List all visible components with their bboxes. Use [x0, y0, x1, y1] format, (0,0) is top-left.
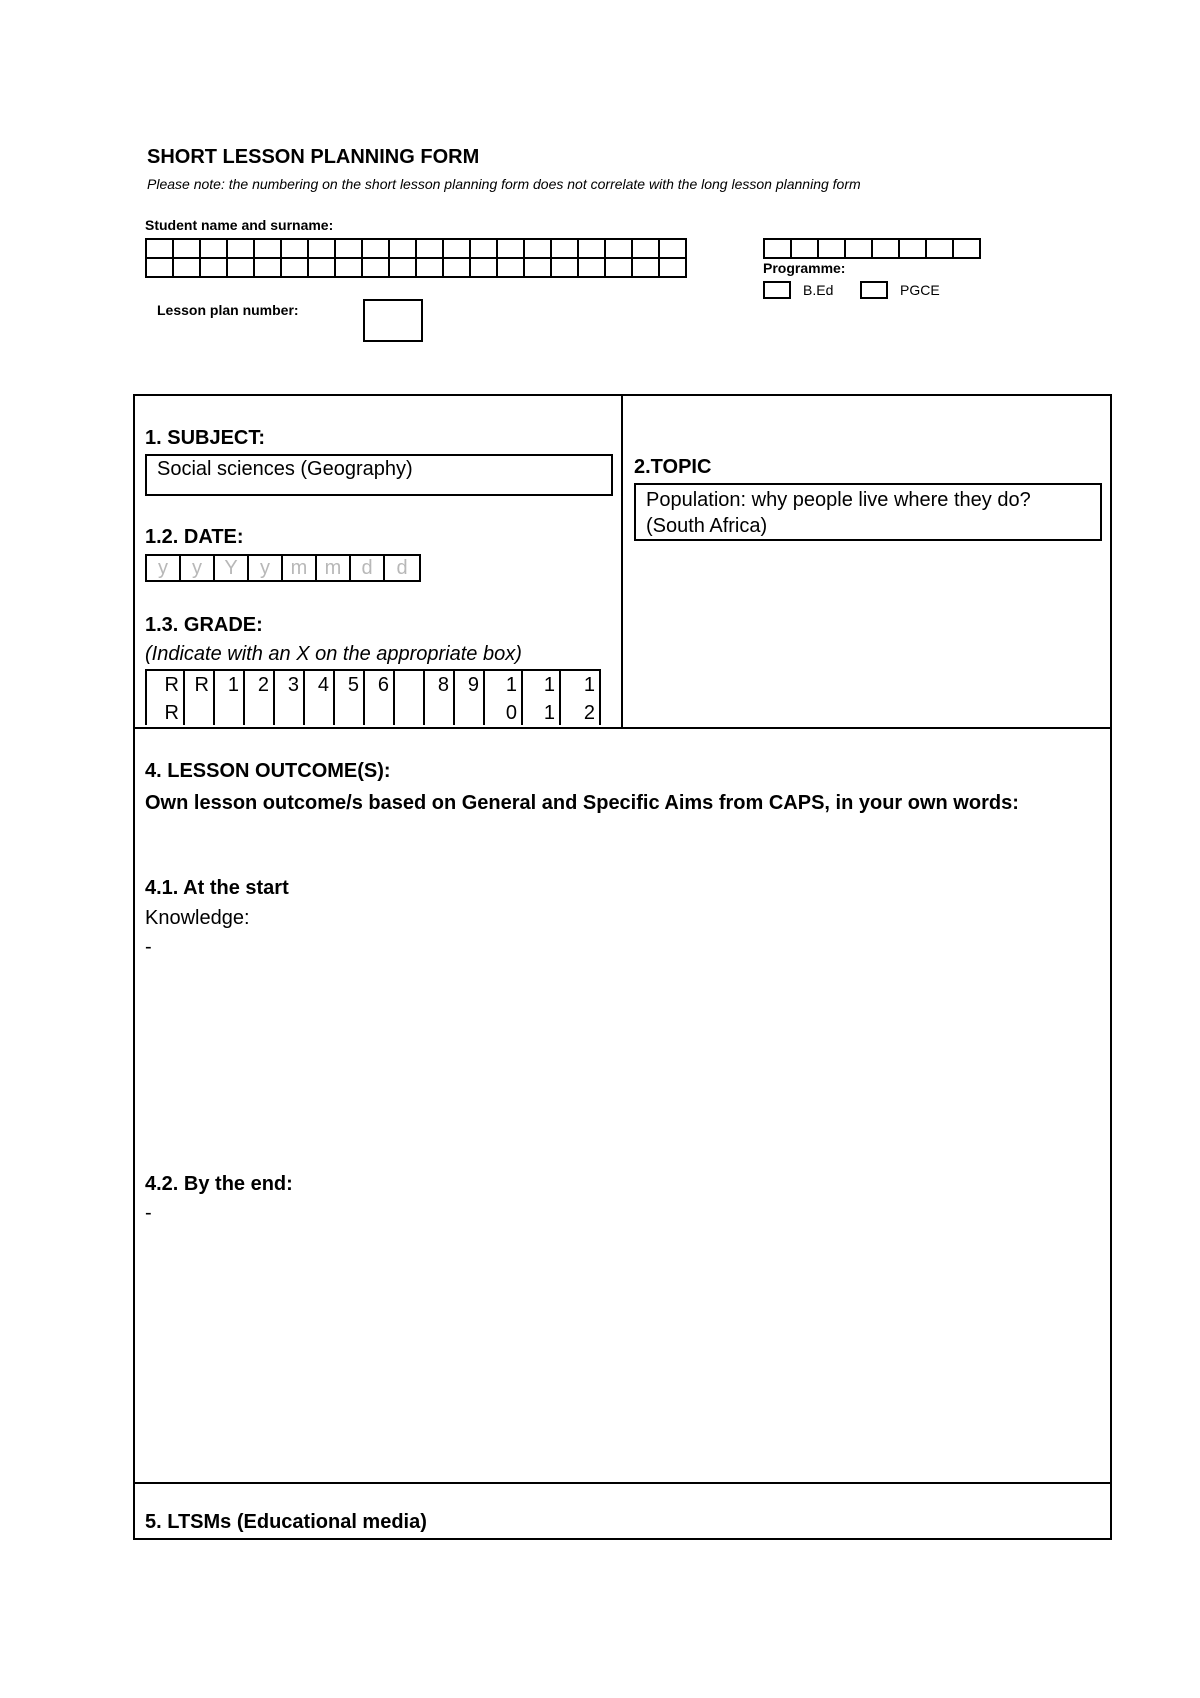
knowledge-label: Knowledge:	[145, 907, 250, 929]
student-name-label: Student name and surname:	[145, 217, 334, 233]
grade-cell[interactable]: 1	[215, 671, 245, 725]
name-letter-cell[interactable]	[255, 240, 282, 259]
grade-cell[interactable]: 5	[335, 671, 365, 725]
name-letter-cell[interactable]	[174, 259, 201, 278]
date-digit-cell[interactable]: Y	[215, 556, 249, 580]
grade-cell[interactable]: 2	[245, 671, 275, 725]
start-outcome-text[interactable]: -	[145, 936, 152, 958]
number-digit-cell[interactable]	[846, 240, 873, 259]
date-digit-cell[interactable]: m	[317, 556, 351, 580]
name-letter-cell[interactable]	[606, 240, 633, 259]
date-digit-cell[interactable]: m	[283, 556, 317, 580]
topic-heading: 2.TOPIC	[634, 456, 712, 478]
bed-checkbox[interactable]	[763, 281, 791, 299]
outcomes-subheading: Own lesson outcome/s based on General and Specific Aims from CAPS, in your own words:	[145, 792, 1019, 814]
pgce-checkbox[interactable]	[860, 281, 888, 299]
row-divider-2	[133, 1482, 1112, 1484]
grade-cell[interactable]: 1 0	[485, 671, 523, 725]
name-letter-cell[interactable]	[498, 240, 525, 259]
grade-cell[interactable]: 8	[425, 671, 455, 725]
name-letter-cell[interactable]	[174, 240, 201, 259]
grade-cell[interactable]: 1 2	[583, 674, 595, 724]
grade-cell[interactable]	[395, 671, 425, 725]
name-letter-cell[interactable]	[336, 240, 363, 259]
name-letter-cell[interactable]	[633, 240, 660, 259]
name-letter-cell[interactable]	[471, 259, 498, 278]
name-letter-cell[interactable]	[552, 240, 579, 259]
student-number-grid[interactable]	[763, 238, 981, 259]
name-letter-cell[interactable]	[309, 240, 336, 259]
programme-label: Programme:	[763, 260, 846, 276]
name-letter-cell[interactable]	[147, 240, 174, 259]
grade-cell[interactable]: 6	[365, 671, 395, 725]
name-letter-cell[interactable]	[498, 259, 525, 278]
column-divider	[621, 394, 623, 728]
name-letter-cell[interactable]	[660, 240, 687, 259]
date-digit-cell[interactable]: d	[396, 557, 408, 579]
name-letter-cell[interactable]	[309, 259, 336, 278]
name-letter-cell[interactable]	[444, 259, 471, 278]
date-digit-cell[interactable]: d	[351, 556, 385, 580]
date-digit-cell[interactable]: y	[249, 556, 283, 580]
date-heading: 1.2. DATE:	[145, 526, 244, 548]
name-letter-cell[interactable]	[417, 240, 444, 259]
name-letter-cell[interactable]	[282, 259, 309, 278]
name-letter-cell[interactable]	[336, 259, 363, 278]
date-digit-cell[interactable]: y	[181, 556, 215, 580]
number-digit-cell[interactable]	[954, 240, 981, 259]
end-heading: 4.2. By the end:	[145, 1173, 293, 1195]
number-digit-cell[interactable]	[765, 240, 792, 259]
grade-heading: 1.3. GRADE:	[145, 614, 263, 636]
grade-selector[interactable]	[145, 669, 601, 725]
lesson-plan-number-box[interactable]	[363, 299, 423, 342]
grade-cell[interactable]: 3	[275, 671, 305, 725]
topic-field[interactable]: Population: why people live where they do? (South Africa)	[634, 483, 1102, 541]
name-letter-cell[interactable]	[471, 240, 498, 259]
student-name-grid[interactable]	[145, 238, 687, 278]
name-letter-cell[interactable]	[525, 259, 552, 278]
name-letter-cell[interactable]	[633, 259, 660, 278]
number-digit-cell[interactable]	[792, 240, 819, 259]
name-letter-cell[interactable]	[201, 240, 228, 259]
subject-field[interactable]: Social sciences (Geography)	[145, 454, 613, 496]
lesson-plan-number-label: Lesson plan number:	[157, 302, 299, 318]
grade-cell[interactable]: R R	[147, 671, 185, 725]
pgce-label: PGCE	[900, 282, 940, 298]
row-divider-1	[133, 727, 1112, 729]
name-letter-cell[interactable]	[228, 259, 255, 278]
grade-cell[interactable]: 1 1	[523, 671, 561, 725]
number-digit-cell[interactable]	[819, 240, 846, 259]
grade-cell[interactable]: 9	[455, 671, 485, 725]
date-digit-cell[interactable]: y	[147, 556, 181, 580]
name-letter-cell[interactable]	[444, 240, 471, 259]
name-letter-cell[interactable]	[201, 259, 228, 278]
end-outcome-text[interactable]: -	[145, 1202, 152, 1224]
grade-instruction: (Indicate with an X on the appropriate box)	[145, 643, 522, 665]
name-letter-cell[interactable]	[552, 259, 579, 278]
grade-cell[interactable]: R	[185, 671, 215, 725]
name-letter-cell[interactable]	[525, 240, 552, 259]
name-letter-cell[interactable]	[228, 240, 255, 259]
name-letter-cell[interactable]	[579, 259, 606, 278]
grade-cell[interactable]: 4	[305, 671, 335, 725]
date-field[interactable]	[145, 554, 421, 582]
form-note: Please note: the numbering on the short lesson planning form does not correlate with the long lesson planning form	[147, 176, 861, 192]
name-letter-cell[interactable]	[660, 259, 687, 278]
number-digit-cell[interactable]	[927, 240, 954, 259]
name-letter-cell[interactable]	[390, 259, 417, 278]
start-heading: 4.1. At the start	[145, 877, 289, 899]
number-digit-cell[interactable]	[873, 240, 900, 259]
outcomes-heading: 4. LESSON OUTCOME(S):	[145, 760, 391, 782]
name-letter-cell[interactable]	[147, 259, 174, 278]
name-letter-cell[interactable]	[282, 240, 309, 259]
name-letter-cell[interactable]	[363, 240, 390, 259]
ltsm-heading: 5. LTSMs (Educational media)	[145, 1511, 427, 1533]
name-letter-cell[interactable]	[579, 240, 606, 259]
form-title: SHORT LESSON PLANNING FORM	[147, 146, 480, 168]
bed-label: B.Ed	[803, 282, 834, 298]
name-letter-cell[interactable]	[417, 259, 444, 278]
subject-heading: 1. SUBJECT:	[145, 427, 266, 449]
name-letter-cell[interactable]	[390, 240, 417, 259]
number-digit-cell[interactable]	[900, 240, 927, 259]
name-letter-cell[interactable]	[606, 259, 633, 278]
name-letter-cell[interactable]	[255, 259, 282, 278]
name-letter-cell[interactable]	[363, 259, 390, 278]
